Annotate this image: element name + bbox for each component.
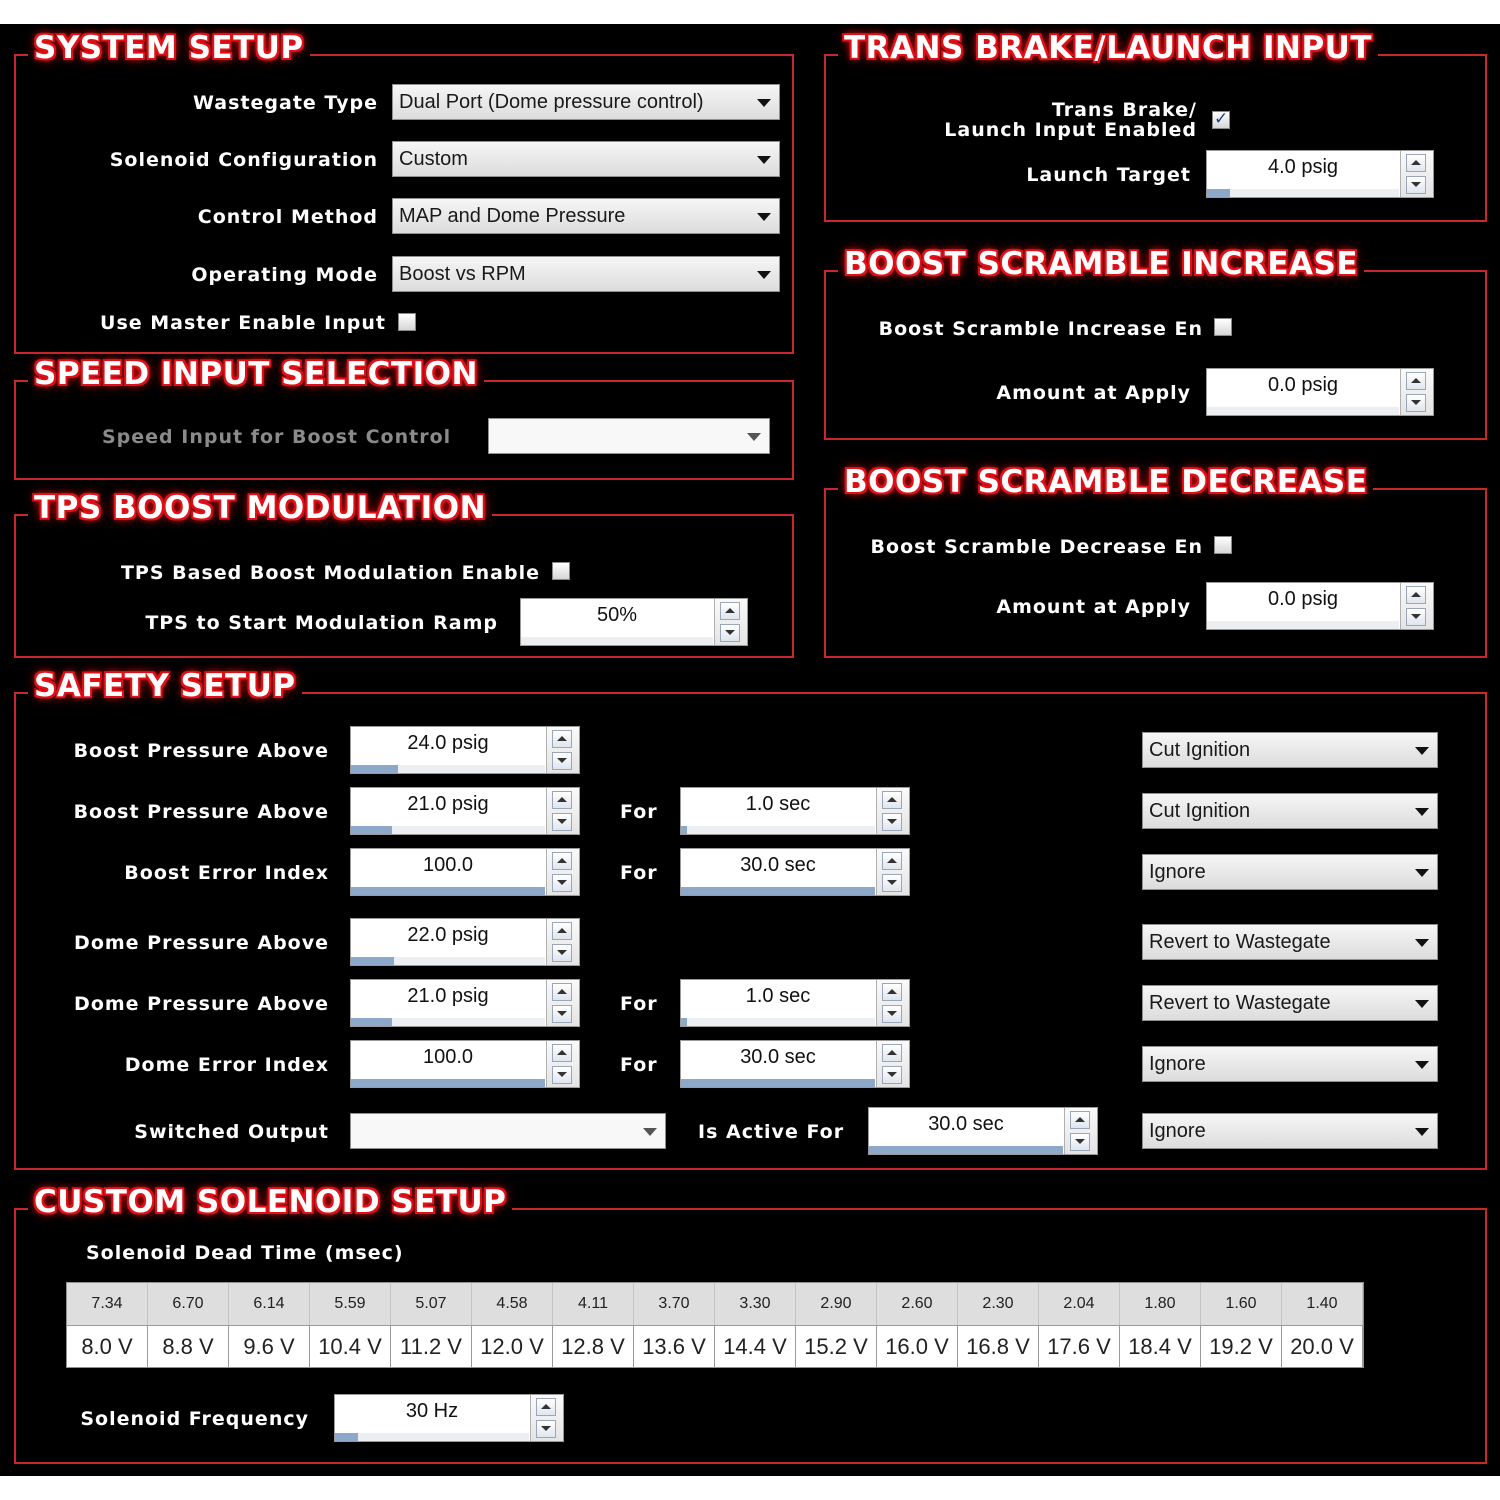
dead-time-cell[interactable]: 2.30	[958, 1283, 1039, 1325]
spin-up-icon[interactable]	[1406, 372, 1426, 390]
safety-action-dropdown[interactable]	[1142, 732, 1438, 768]
spin-up-icon[interactable]	[882, 852, 902, 870]
scramble-increase-enable-label: Boost Scramble Increase En	[878, 318, 1203, 340]
level-bar	[351, 957, 394, 965]
spin-down-icon[interactable]	[552, 1005, 572, 1023]
safety-action-dropdown[interactable]	[1142, 793, 1438, 829]
speed-input-panel	[14, 356, 794, 480]
switched-action-value: Ignore	[1149, 1120, 1206, 1142]
spin-down-icon[interactable]	[1070, 1133, 1090, 1151]
voltage-cell: 19.2 V	[1201, 1325, 1282, 1367]
voltage-cell: 18.4 V	[1120, 1325, 1201, 1367]
safety-action-dropdown[interactable]	[1142, 985, 1438, 1021]
voltage-cell: 9.6 V	[229, 1325, 310, 1367]
scramble-increase-panel	[824, 246, 1487, 440]
safety-row-label: Dome Pressure Above	[74, 932, 329, 954]
dead-time-cell[interactable]: 5.07	[391, 1283, 472, 1325]
spin-up-icon[interactable]	[1070, 1111, 1090, 1129]
scramble-decrease-panel	[824, 464, 1487, 658]
safety-time-value: 1.0 sec	[745, 985, 811, 1007]
level-bar	[351, 1018, 392, 1026]
chevron-down-icon	[757, 271, 771, 279]
dead-time-row	[67, 1283, 1363, 1325]
dead-time-cell[interactable]: 4.11	[553, 1283, 634, 1325]
safety-value-spinner[interactable]	[350, 1040, 580, 1088]
scramble-increase-amount-label: Amount at Apply	[996, 382, 1191, 404]
safety-time-value: 30.0 sec	[740, 1046, 816, 1068]
is-active-for-spinner[interactable]	[868, 1107, 1098, 1155]
level-bar	[1207, 189, 1230, 197]
spin-up-icon[interactable]	[720, 602, 740, 620]
level-bar	[351, 826, 392, 834]
chevron-down-icon	[757, 156, 771, 164]
spin-down-icon[interactable]	[882, 874, 902, 892]
frequency-spinner[interactable]	[334, 1394, 564, 1442]
control-method-label: Control Method	[197, 206, 378, 228]
for-label: For	[620, 1054, 658, 1076]
safety-time-spinner[interactable]	[680, 979, 910, 1027]
operating-mode-dropdown[interactable]	[392, 256, 780, 292]
scramble-increase-amount-spinner[interactable]	[1206, 368, 1434, 416]
spin-down-icon[interactable]	[882, 1005, 902, 1023]
wastegate-type-label: Wastegate Type	[193, 92, 378, 114]
safety-action-dropdown[interactable]	[1142, 924, 1438, 960]
tps-title: TPS BOOST MODULATION	[28, 490, 492, 526]
spin-up-icon[interactable]	[536, 1398, 556, 1416]
safety-time-value: 1.0 sec	[745, 793, 811, 815]
level-bar	[681, 1018, 687, 1026]
tps-ramp-spinner[interactable]	[520, 598, 748, 646]
safety-value-spinner[interactable]	[350, 979, 580, 1027]
dead-time-cell[interactable]: 1.40	[1282, 1283, 1363, 1325]
safety-value-spinner[interactable]	[350, 726, 580, 774]
level-bar	[335, 1433, 358, 1441]
wastegate-type-value: Dual Port (Dome pressure control)	[399, 91, 704, 113]
switched-action-dropdown[interactable]	[1142, 1113, 1438, 1149]
trans-brake-enabled-label-2: Launch Input Enabled	[944, 119, 1197, 141]
chevron-down-icon	[1415, 1061, 1429, 1069]
spin-up-icon[interactable]	[552, 922, 572, 940]
is-active-for-value: 30.0 sec	[928, 1113, 1004, 1135]
safety-row-label: Boost Pressure Above	[73, 801, 329, 823]
dead-time-cell[interactable]: 4.58	[472, 1283, 553, 1325]
scramble-decrease-title: BOOST SCRAMBLE DECREASE	[838, 464, 1373, 500]
chevron-down-icon	[643, 1128, 657, 1136]
for-label: For	[620, 801, 658, 823]
spin-down-icon[interactable]	[536, 1420, 556, 1438]
trans-brake-enabled-label-1: Trans Brake/	[1051, 99, 1197, 121]
voltage-cell: 20.0 V	[1282, 1325, 1363, 1367]
trans-brake-title: TRANS BRAKE/LAUNCH INPUT	[838, 30, 1378, 66]
safety-time-spinner[interactable]	[680, 787, 910, 835]
dead-time-cell[interactable]: 6.14	[229, 1283, 310, 1325]
dead-time-cell[interactable]: 3.70	[634, 1283, 715, 1325]
boost-controller-window	[0, 24, 1500, 1476]
dead-time-cell[interactable]: 5.59	[310, 1283, 391, 1325]
scramble-increase-title: BOOST SCRAMBLE INCREASE	[838, 246, 1364, 282]
custom-solenoid-title: CUSTOM SOLENOID SETUP	[28, 1184, 512, 1220]
chevron-down-icon	[757, 213, 771, 221]
tps-enable-label: TPS Based Boost Modulation Enable	[120, 562, 540, 584]
launch-target-label: Launch Target	[1026, 164, 1191, 186]
launch-target-spinner[interactable]	[1206, 150, 1434, 198]
level-bar	[681, 887, 875, 895]
safety-value-spinner[interactable]	[350, 918, 580, 966]
dead-time-label: Solenoid Dead Time (msec)	[86, 1242, 404, 1264]
spin-down-icon[interactable]	[552, 752, 572, 770]
level-bar	[351, 765, 398, 773]
speed-input-dropdown[interactable]	[488, 418, 770, 454]
solenoid-config-dropdown[interactable]	[392, 141, 780, 177]
dead-time-cell[interactable]: 1.80	[1120, 1283, 1201, 1325]
safety-time-spinner[interactable]	[680, 848, 910, 896]
voltage-cell: 16.8 V	[958, 1325, 1039, 1367]
safety-value: 22.0 psig	[407, 924, 489, 946]
spin-up-icon[interactable]	[882, 983, 902, 1001]
is-active-for-label: Is Active For	[698, 1121, 845, 1143]
safety-action-value: Ignore	[1149, 1053, 1206, 1075]
spin-down-icon[interactable]	[720, 624, 740, 642]
dead-time-cell[interactable]: 2.60	[877, 1283, 958, 1325]
scramble-decrease-checkbox[interactable]	[1214, 536, 1232, 554]
scramble-decrease-enable-label: Boost Scramble Decrease En	[870, 536, 1203, 558]
spin-down-icon[interactable]	[552, 813, 572, 831]
spin-up-icon[interactable]	[1406, 586, 1426, 604]
system-setup-panel	[14, 30, 794, 354]
chevron-down-icon	[1415, 869, 1429, 877]
frequency-label: Solenoid Frequency	[80, 1408, 309, 1430]
spin-down-icon[interactable]	[552, 944, 572, 962]
safety-value: 24.0 psig	[407, 732, 489, 754]
spin-up-icon[interactable]	[552, 983, 572, 1001]
safety-action-dropdown[interactable]	[1142, 854, 1438, 890]
scramble-increase-amount-value: 0.0 psig	[1267, 374, 1339, 396]
dead-time-cell[interactable]: 7.34	[67, 1283, 148, 1325]
launch-target-value: 4.0 psig	[1267, 156, 1339, 178]
spin-down-icon[interactable]	[552, 874, 572, 892]
safety-value-spinner[interactable]	[350, 787, 580, 835]
level-bar	[351, 1079, 545, 1087]
dead-time-cell[interactable]: 3.30	[715, 1283, 796, 1325]
voltage-row	[67, 1325, 1363, 1367]
switched-output-dropdown[interactable]	[350, 1113, 666, 1149]
safety-action-dropdown[interactable]	[1142, 1046, 1438, 1082]
voltage-cell: 16.0 V	[877, 1325, 958, 1367]
master-enable-checkbox[interactable]	[398, 313, 416, 331]
spin-up-icon[interactable]	[552, 730, 572, 748]
chevron-down-icon	[1415, 939, 1429, 947]
spin-down-icon[interactable]	[1406, 394, 1426, 412]
voltage-cell: 11.2 V	[391, 1325, 472, 1367]
wastegate-type-dropdown[interactable]	[392, 84, 780, 120]
level-bar	[681, 1079, 875, 1087]
chevron-down-icon	[757, 99, 771, 107]
solenoid-config-label: Solenoid Configuration	[109, 149, 378, 171]
chevron-down-icon	[1415, 1128, 1429, 1136]
spin-down-icon[interactable]	[1406, 176, 1426, 194]
control-method-dropdown[interactable]	[392, 198, 780, 234]
safety-value-spinner[interactable]	[350, 848, 580, 896]
chevron-down-icon	[1415, 808, 1429, 816]
tps-panel	[14, 490, 794, 658]
voltage-cell: 15.2 V	[796, 1325, 877, 1367]
dead-time-cell[interactable]: 1.60	[1201, 1283, 1282, 1325]
safety-action-value: Revert to Wastegate	[1149, 992, 1331, 1014]
safety-value: 100.0	[422, 854, 474, 876]
spin-up-icon[interactable]	[1406, 154, 1426, 172]
spin-down-icon[interactable]	[882, 813, 902, 831]
voltage-cell: 12.0 V	[472, 1325, 553, 1367]
chevron-down-icon	[1415, 1000, 1429, 1008]
safety-row-label: Dome Pressure Above	[74, 993, 329, 1015]
speed-input-title: SPEED INPUT SELECTION	[28, 356, 484, 392]
dead-time-table	[66, 1282, 1364, 1368]
voltage-cell: 10.4 V	[310, 1325, 391, 1367]
voltage-cell: 14.4 V	[715, 1325, 796, 1367]
chevron-down-icon	[747, 433, 761, 441]
tps-ramp-value: 50%	[596, 604, 638, 626]
voltage-cell: 12.8 V	[553, 1325, 634, 1367]
spin-up-icon[interactable]	[882, 1044, 902, 1062]
scramble-decrease-amount-value: 0.0 psig	[1267, 588, 1339, 610]
safety-row-label: Boost Error Index	[124, 862, 329, 884]
switched-output-label: Switched Output	[134, 1121, 329, 1143]
for-label: For	[620, 862, 658, 884]
spin-up-icon[interactable]	[882, 791, 902, 809]
control-method-value: MAP and Dome Pressure	[399, 205, 626, 227]
frequency-value: 30 Hz	[405, 1400, 459, 1422]
spin-down-icon[interactable]	[882, 1066, 902, 1084]
safety-row-label: Boost Pressure Above	[73, 740, 329, 762]
speed-input-label: Speed Input for Boost Control	[102, 426, 452, 448]
scramble-decrease-amount-spinner[interactable]	[1206, 582, 1434, 630]
level-bar	[869, 1146, 1063, 1154]
safety-time-value: 30.0 sec	[740, 854, 816, 876]
safety-value: 21.0 psig	[407, 985, 489, 1007]
safety-action-value: Cut Ignition	[1149, 739, 1251, 761]
safety-row-label: Dome Error Index	[124, 1054, 329, 1076]
dead-time-cell[interactable]: 2.90	[796, 1283, 877, 1325]
safety-time-spinner[interactable]	[680, 1040, 910, 1088]
safety-action-value: Ignore	[1149, 861, 1206, 883]
trans-brake-enabled-checkbox[interactable]	[1212, 111, 1230, 129]
voltage-cell: 8.0 V	[67, 1325, 148, 1367]
scramble-decrease-amount-label: Amount at Apply	[996, 596, 1191, 618]
safety-action-value: Cut Ignition	[1149, 800, 1251, 822]
spin-down-icon[interactable]	[552, 1066, 572, 1084]
spin-up-icon[interactable]	[552, 791, 572, 809]
safety-value: 21.0 psig	[407, 793, 489, 815]
operating-mode-label: Operating Mode	[191, 264, 378, 286]
safety-value: 100.0	[422, 1046, 474, 1068]
spin-up-icon[interactable]	[552, 852, 572, 870]
master-enable-label: Use Master Enable Input	[100, 312, 386, 334]
system-setup-title: SYSTEM SETUP	[28, 30, 310, 66]
chevron-down-icon	[1415, 747, 1429, 755]
level-bar	[681, 826, 687, 834]
tps-ramp-label: TPS to Start Modulation Ramp	[145, 612, 498, 634]
voltage-cell: 17.6 V	[1039, 1325, 1120, 1367]
operating-mode-value: Boost vs RPM	[399, 263, 526, 285]
spin-up-icon[interactable]	[552, 1044, 572, 1062]
dead-time-cell[interactable]: 2.04	[1039, 1283, 1120, 1325]
voltage-cell: 13.6 V	[634, 1325, 715, 1367]
dead-time-cell[interactable]: 6.70	[148, 1283, 229, 1325]
spin-down-icon[interactable]	[1406, 608, 1426, 626]
for-label: For	[620, 993, 658, 1015]
scramble-increase-checkbox[interactable]	[1214, 318, 1232, 336]
level-bar	[351, 887, 545, 895]
safety-title: SAFETY SETUP	[28, 668, 302, 704]
voltage-cell: 8.8 V	[148, 1325, 229, 1367]
safety-panel	[14, 668, 1487, 1170]
safety-action-value: Revert to Wastegate	[1149, 931, 1331, 953]
trans-brake-panel	[824, 30, 1487, 222]
solenoid-config-value: Custom	[399, 148, 468, 170]
tps-enable-checkbox[interactable]	[552, 562, 570, 580]
